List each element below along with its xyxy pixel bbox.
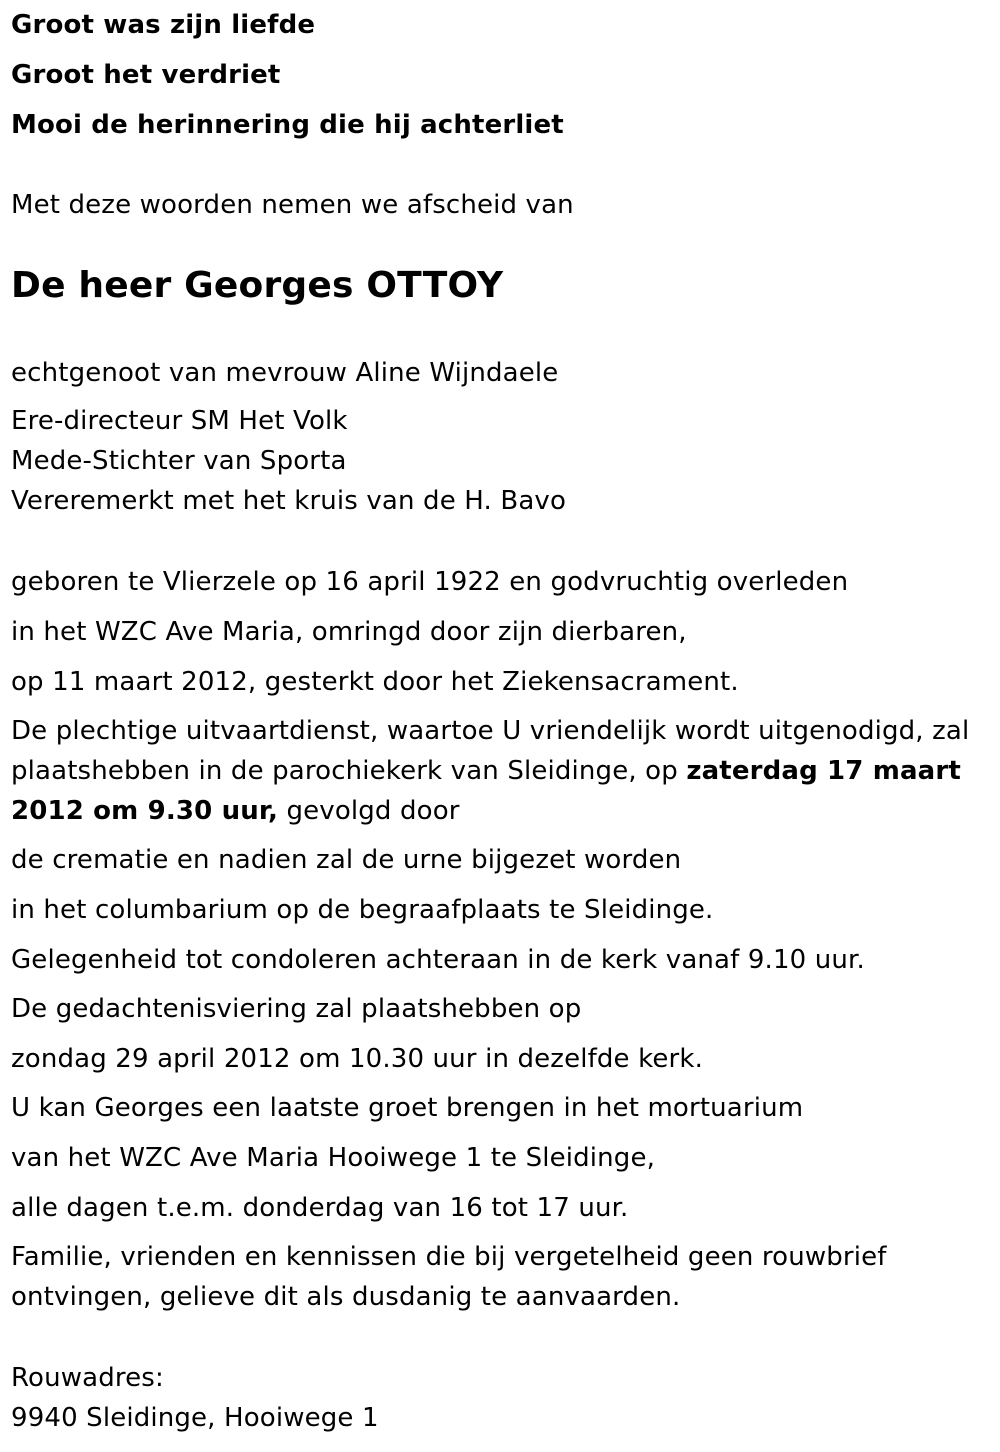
- motto-line-3: Mooi de herinnering die hij achterliet: [11, 110, 564, 140]
- funeral-date: zaterdag 17 maart: [686, 756, 961, 786]
- birth-death-line-2: in het WZC Ave Maria, omringd door zijn dierbaren,: [11, 617, 687, 647]
- address-value: 9940 Sleidinge, Hooiwege 1: [11, 1403, 379, 1433]
- mortuary-line-2: van het WZC Ave Maria Hooiwege 1 te Sleidinge,: [11, 1143, 656, 1173]
- cremation-line-2: in het columbarium op de begraafplaats te Sleidinge.: [11, 895, 714, 925]
- memorial-line-1: De gedachtenisviering zal plaatshebben op: [11, 994, 582, 1024]
- funeral-line-1: De plechtige uitvaartdienst, waartoe U vriendelijk wordt uitgenodigd, zal: [11, 716, 970, 746]
- title-line-1: Ere-directeur SM Het Volk: [11, 406, 348, 436]
- title-line-3: Vereremerkt met het kruis van de H. Bavo: [11, 486, 567, 516]
- address-label: Rouwadres:: [11, 1363, 164, 1393]
- funeral-place: plaatshebben in de parochiekerk van Sleidinge, op: [11, 756, 687, 786]
- funeral-time: 2012 om 9.30 uur,: [11, 796, 279, 826]
- funeral-line-2: [11, 755, 961, 787]
- intro-text: Met deze woorden nemen we afscheid van: [11, 190, 574, 220]
- mortuary-line-3: alle dagen t.e.m. donderdag van 16 tot 17 uur.: [11, 1193, 629, 1223]
- title-line-2: Mede-Stichter van Sporta: [11, 446, 347, 476]
- motto-line-2: Groot het verdriet: [11, 60, 281, 90]
- deceased-name: De heer Georges OTTOY: [11, 265, 504, 306]
- spouse-line: echtgenoot van mevrouw Aline Wijndaele: [11, 358, 559, 388]
- birth-death-line-1: geboren te Vlierzele op 16 april 1922 en godvruchtig overleden: [11, 567, 849, 597]
- funeral-line-3: [11, 795, 460, 827]
- memorial-line-2: zondag 29 april 2012 om 10.30 uur in dezelfde kerk.: [11, 1044, 704, 1074]
- mortuary-line-1: U kan Georges een laatste groet brengen in het mortuarium: [11, 1093, 804, 1123]
- motto-line-1: Groot was zijn liefde: [11, 10, 316, 40]
- condolences-line: Gelegenheid tot condoleren achteraan in de kerk vanaf 9.10 uur.: [11, 945, 865, 975]
- funeral-followed: gevolgd door: [278, 796, 460, 826]
- closing-line-2: ontvingen, gelieve dit als dusdanig te aanvaarden.: [11, 1282, 681, 1312]
- closing-line-1: Familie, vrienden en kennissen die bij vergetelheid geen rouwbrief: [11, 1242, 887, 1272]
- birth-death-line-3: op 11 maart 2012, gesterkt door het Ziekensacrament.: [11, 667, 739, 697]
- cremation-line-1: de crematie en nadien zal de urne bijgezet worden: [11, 845, 682, 875]
